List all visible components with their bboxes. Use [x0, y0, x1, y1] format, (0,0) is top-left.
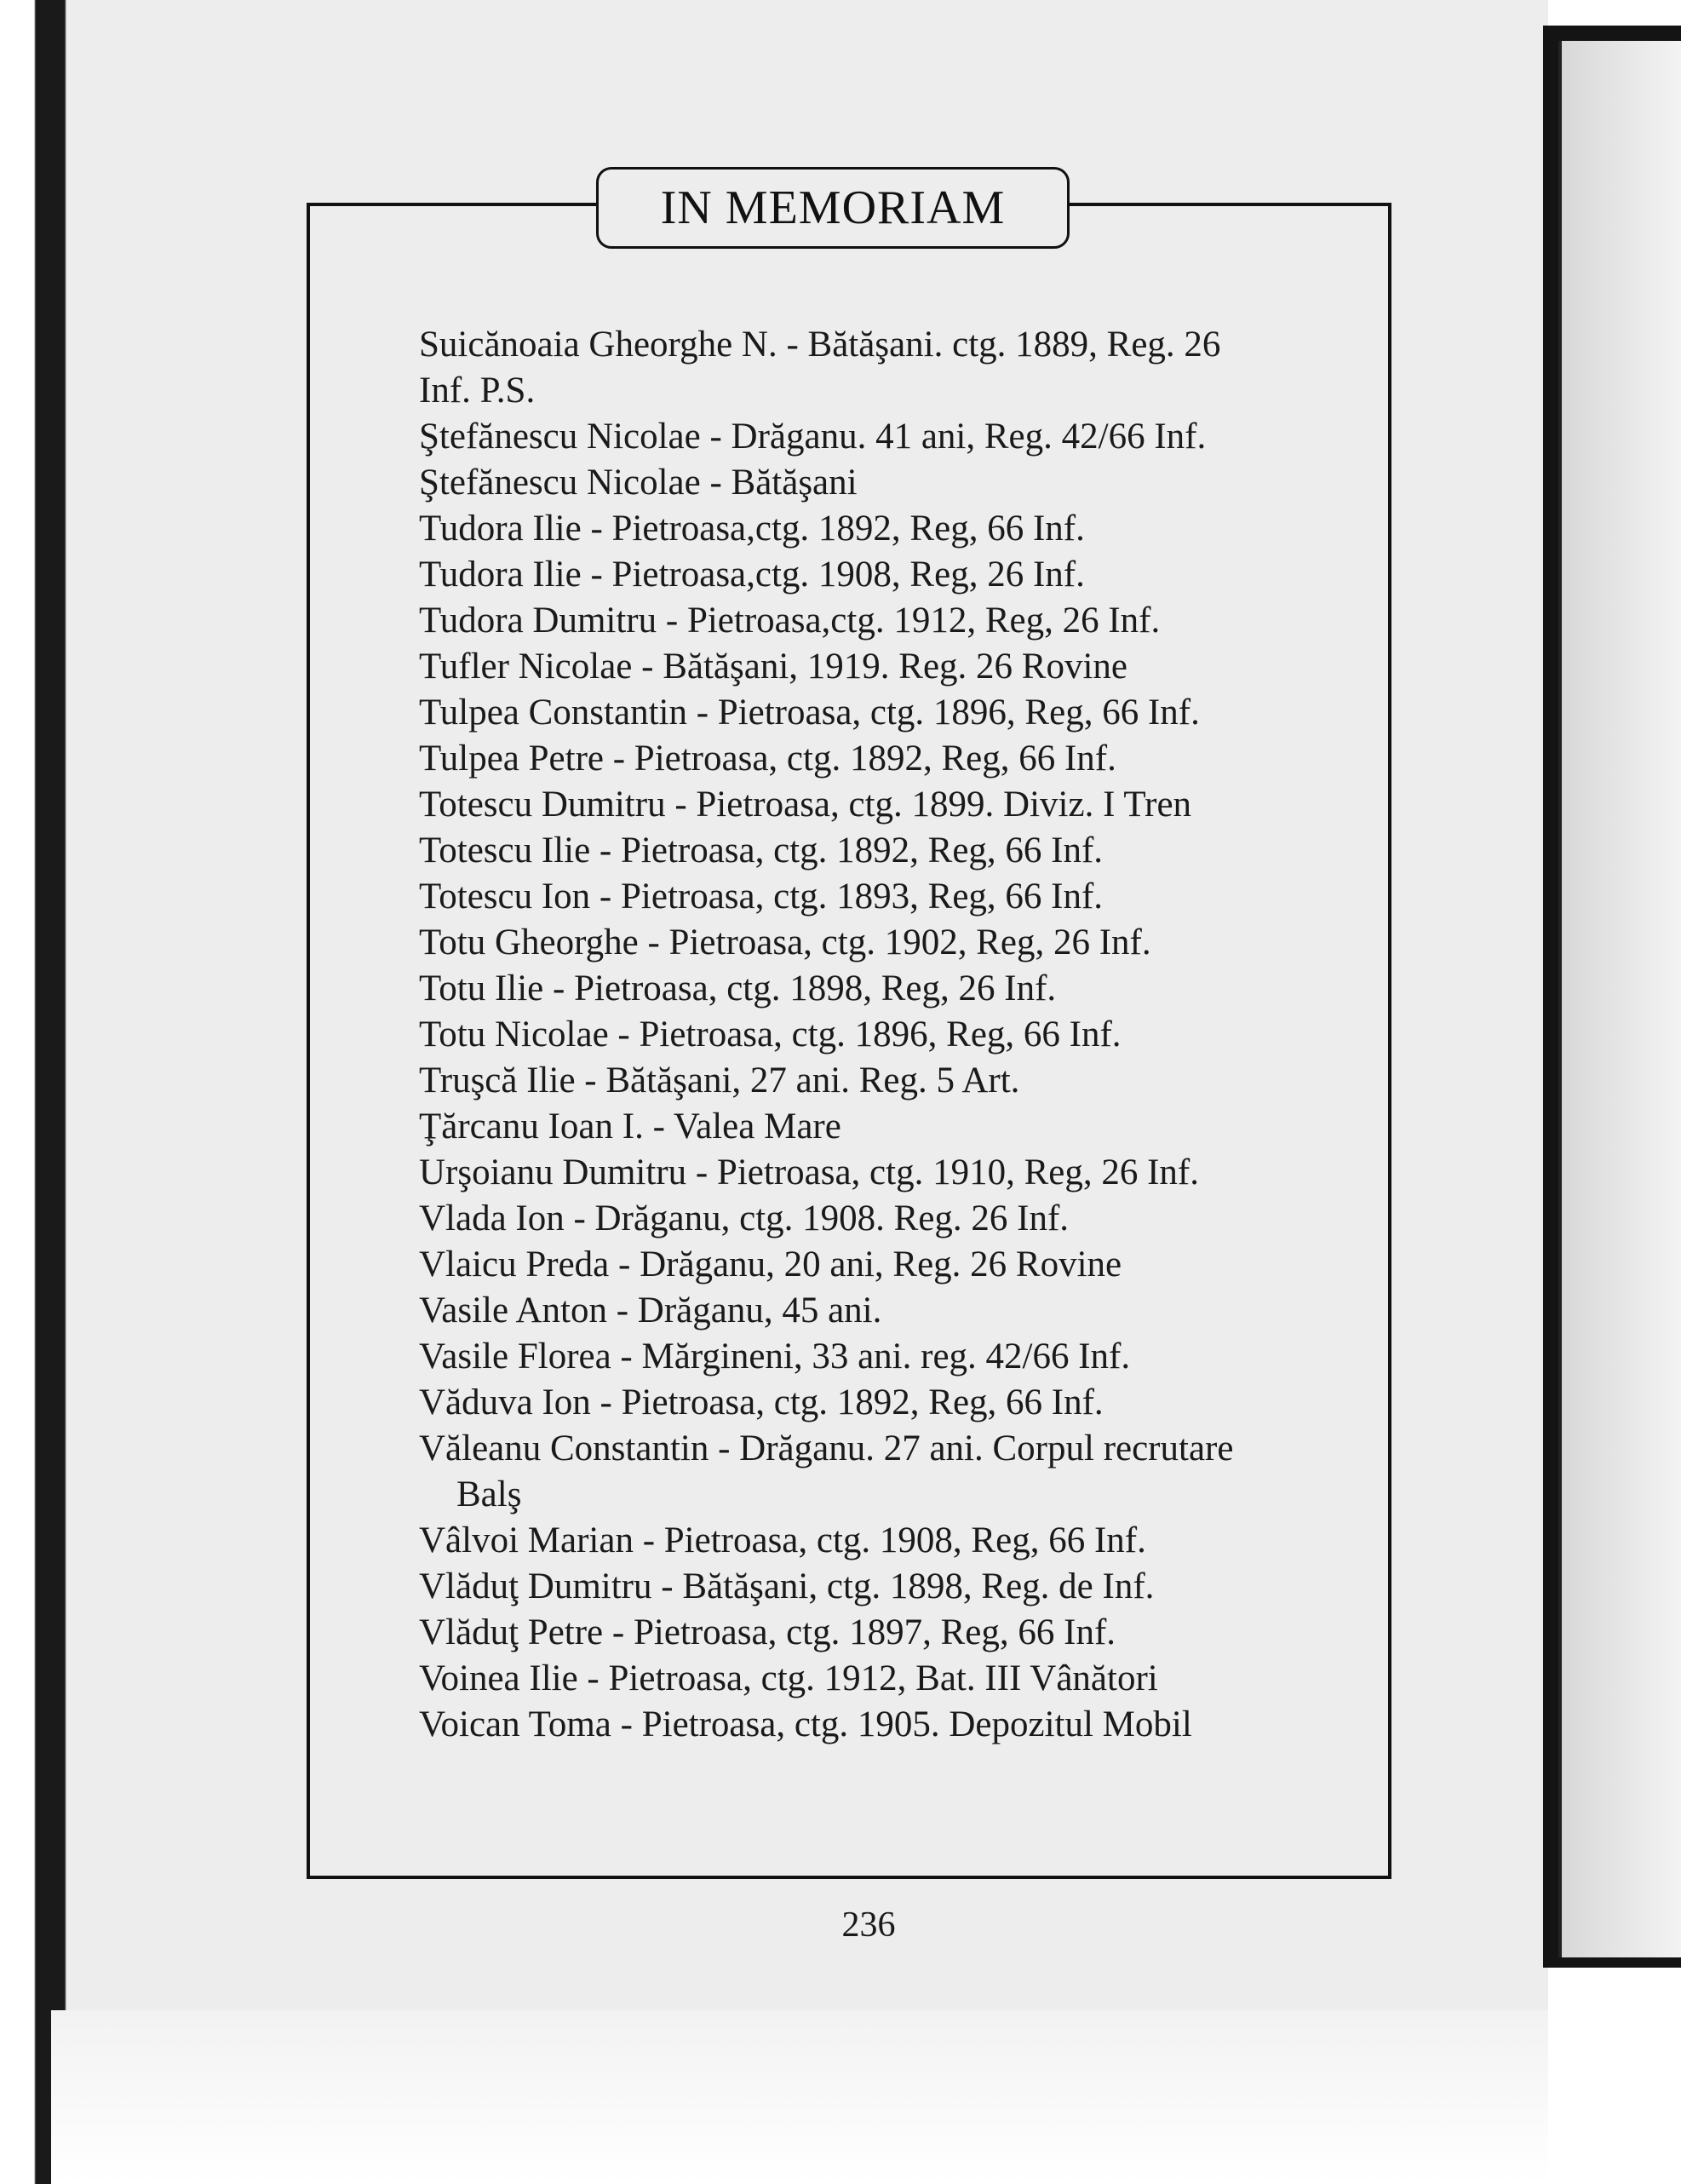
list-item: Vlăduţ Petre - Pietroasa, ctg. 1897, Reg, 66 Inf.: [419, 1612, 1116, 1652]
list-item: Inf. P.S.: [419, 371, 536, 411]
list-item: Totescu Ion - Pietroasa, ctg. 1893, Reg, 66 Inf.: [419, 876, 1104, 917]
list-item: Vlada Ion - Drăganu, ctg. 1908. Reg. 26 Inf.: [419, 1198, 1070, 1239]
list-item: Văduva Ion - Pietroasa, ctg. 1892, Reg, 66 Inf.: [419, 1382, 1104, 1422]
list-item: Tulpea Constantin - Pietroasa, ctg. 1896, Reg, 66 Inf.: [419, 693, 1200, 733]
facing-page-edge: [1558, 41, 1681, 1957]
list-item: Vlaicu Preda - Drăganu, 20 ani, Reg. 26 Rovine: [419, 1244, 1122, 1285]
list-item: Totu Ilie - Pietroasa, ctg. 1898, Reg, 26 Inf.: [419, 968, 1057, 1009]
list-item: Ştefănescu Nicolae - Bătăşani: [419, 463, 858, 503]
list-item: Tufler Nicolae - Bătăşani, 1919. Reg. 26 Rovine: [419, 647, 1127, 687]
list-item: Totescu Dumitru - Pietroasa, ctg. 1899. Diviz. I Tren: [419, 785, 1192, 825]
list-item: Voican Toma - Pietroasa, ctg. 1905. Depozitul Mobil: [419, 1704, 1192, 1744]
page-heading: IN MEMORIAM: [660, 181, 1006, 234]
list-item: Totescu Ilie - Pietroasa, ctg. 1892, Reg, 66 Inf.: [419, 830, 1104, 871]
heading-box: [596, 167, 1070, 249]
list-item: Truşcă Ilie - Bătăşani, 27 ani. Reg. 5 Art.: [419, 1060, 1020, 1101]
list-item: Vlăduţ Dumitru - Bătăşani, ctg. 1898, Reg. de Inf.: [419, 1566, 1155, 1606]
list-item: Voinea Ilie - Pietroasa, ctg. 1912, Bat. III Vânători: [419, 1658, 1158, 1698]
list-item: Urşoianu Dumitru - Pietroasa, ctg. 1910, Reg, 26 Inf.: [419, 1152, 1199, 1193]
list-item: Tudora Ilie - Pietroasa,ctg. 1892, Reg, 66 Inf.: [419, 509, 1085, 549]
list-item: Ţărcanu Ioan I. - Valea Mare: [419, 1106, 841, 1147]
list-item: Tudora Ilie - Pietroasa,ctg. 1908, Reg, 26 Inf.: [419, 555, 1085, 595]
list-item: Vasile Anton - Drăganu, 45 ani.: [419, 1290, 882, 1331]
memorial-list: [419, 322, 1390, 1748]
page-number: 236: [841, 1905, 896, 1945]
scan-edge-left: [0, 0, 66, 2184]
list-item: Văleanu Constantin - Drăganu. 27 ani. Corpul recrutare: [419, 1428, 1234, 1468]
list-item: Tudora Dumitru - Pietroasa,ctg. 1912, Reg, 26 Inf.: [419, 601, 1161, 641]
list-item: Vasile Florea - Mărgineni, 33 ani. reg. 42/66 Inf.: [419, 1336, 1131, 1376]
list-item: Ştefănescu Nicolae - Drăganu. 41 ani, Reg. 42/66 Inf.: [419, 417, 1207, 457]
page-bottom-margin: [51, 2010, 1548, 2184]
list-item: Vâlvoi Marian - Pietroasa, ctg. 1908, Reg, 66 Inf.: [419, 1520, 1146, 1560]
list-item: Totu Gheorghe - Pietroasa, ctg. 1902, Reg, 26 Inf.: [419, 922, 1151, 963]
list-item: Totu Nicolae - Pietroasa, ctg. 1896, Reg, 66 Inf.: [419, 1014, 1122, 1055]
list-item: Suicănoaia Gheorghe N. - Bătăşani. ctg. 1889, Reg. 26: [419, 325, 1221, 365]
list-item: Tulpea Petre - Pietroasa, ctg. 1892, Reg, 66 Inf.: [419, 739, 1116, 779]
list-item: Balş: [456, 1474, 522, 1514]
